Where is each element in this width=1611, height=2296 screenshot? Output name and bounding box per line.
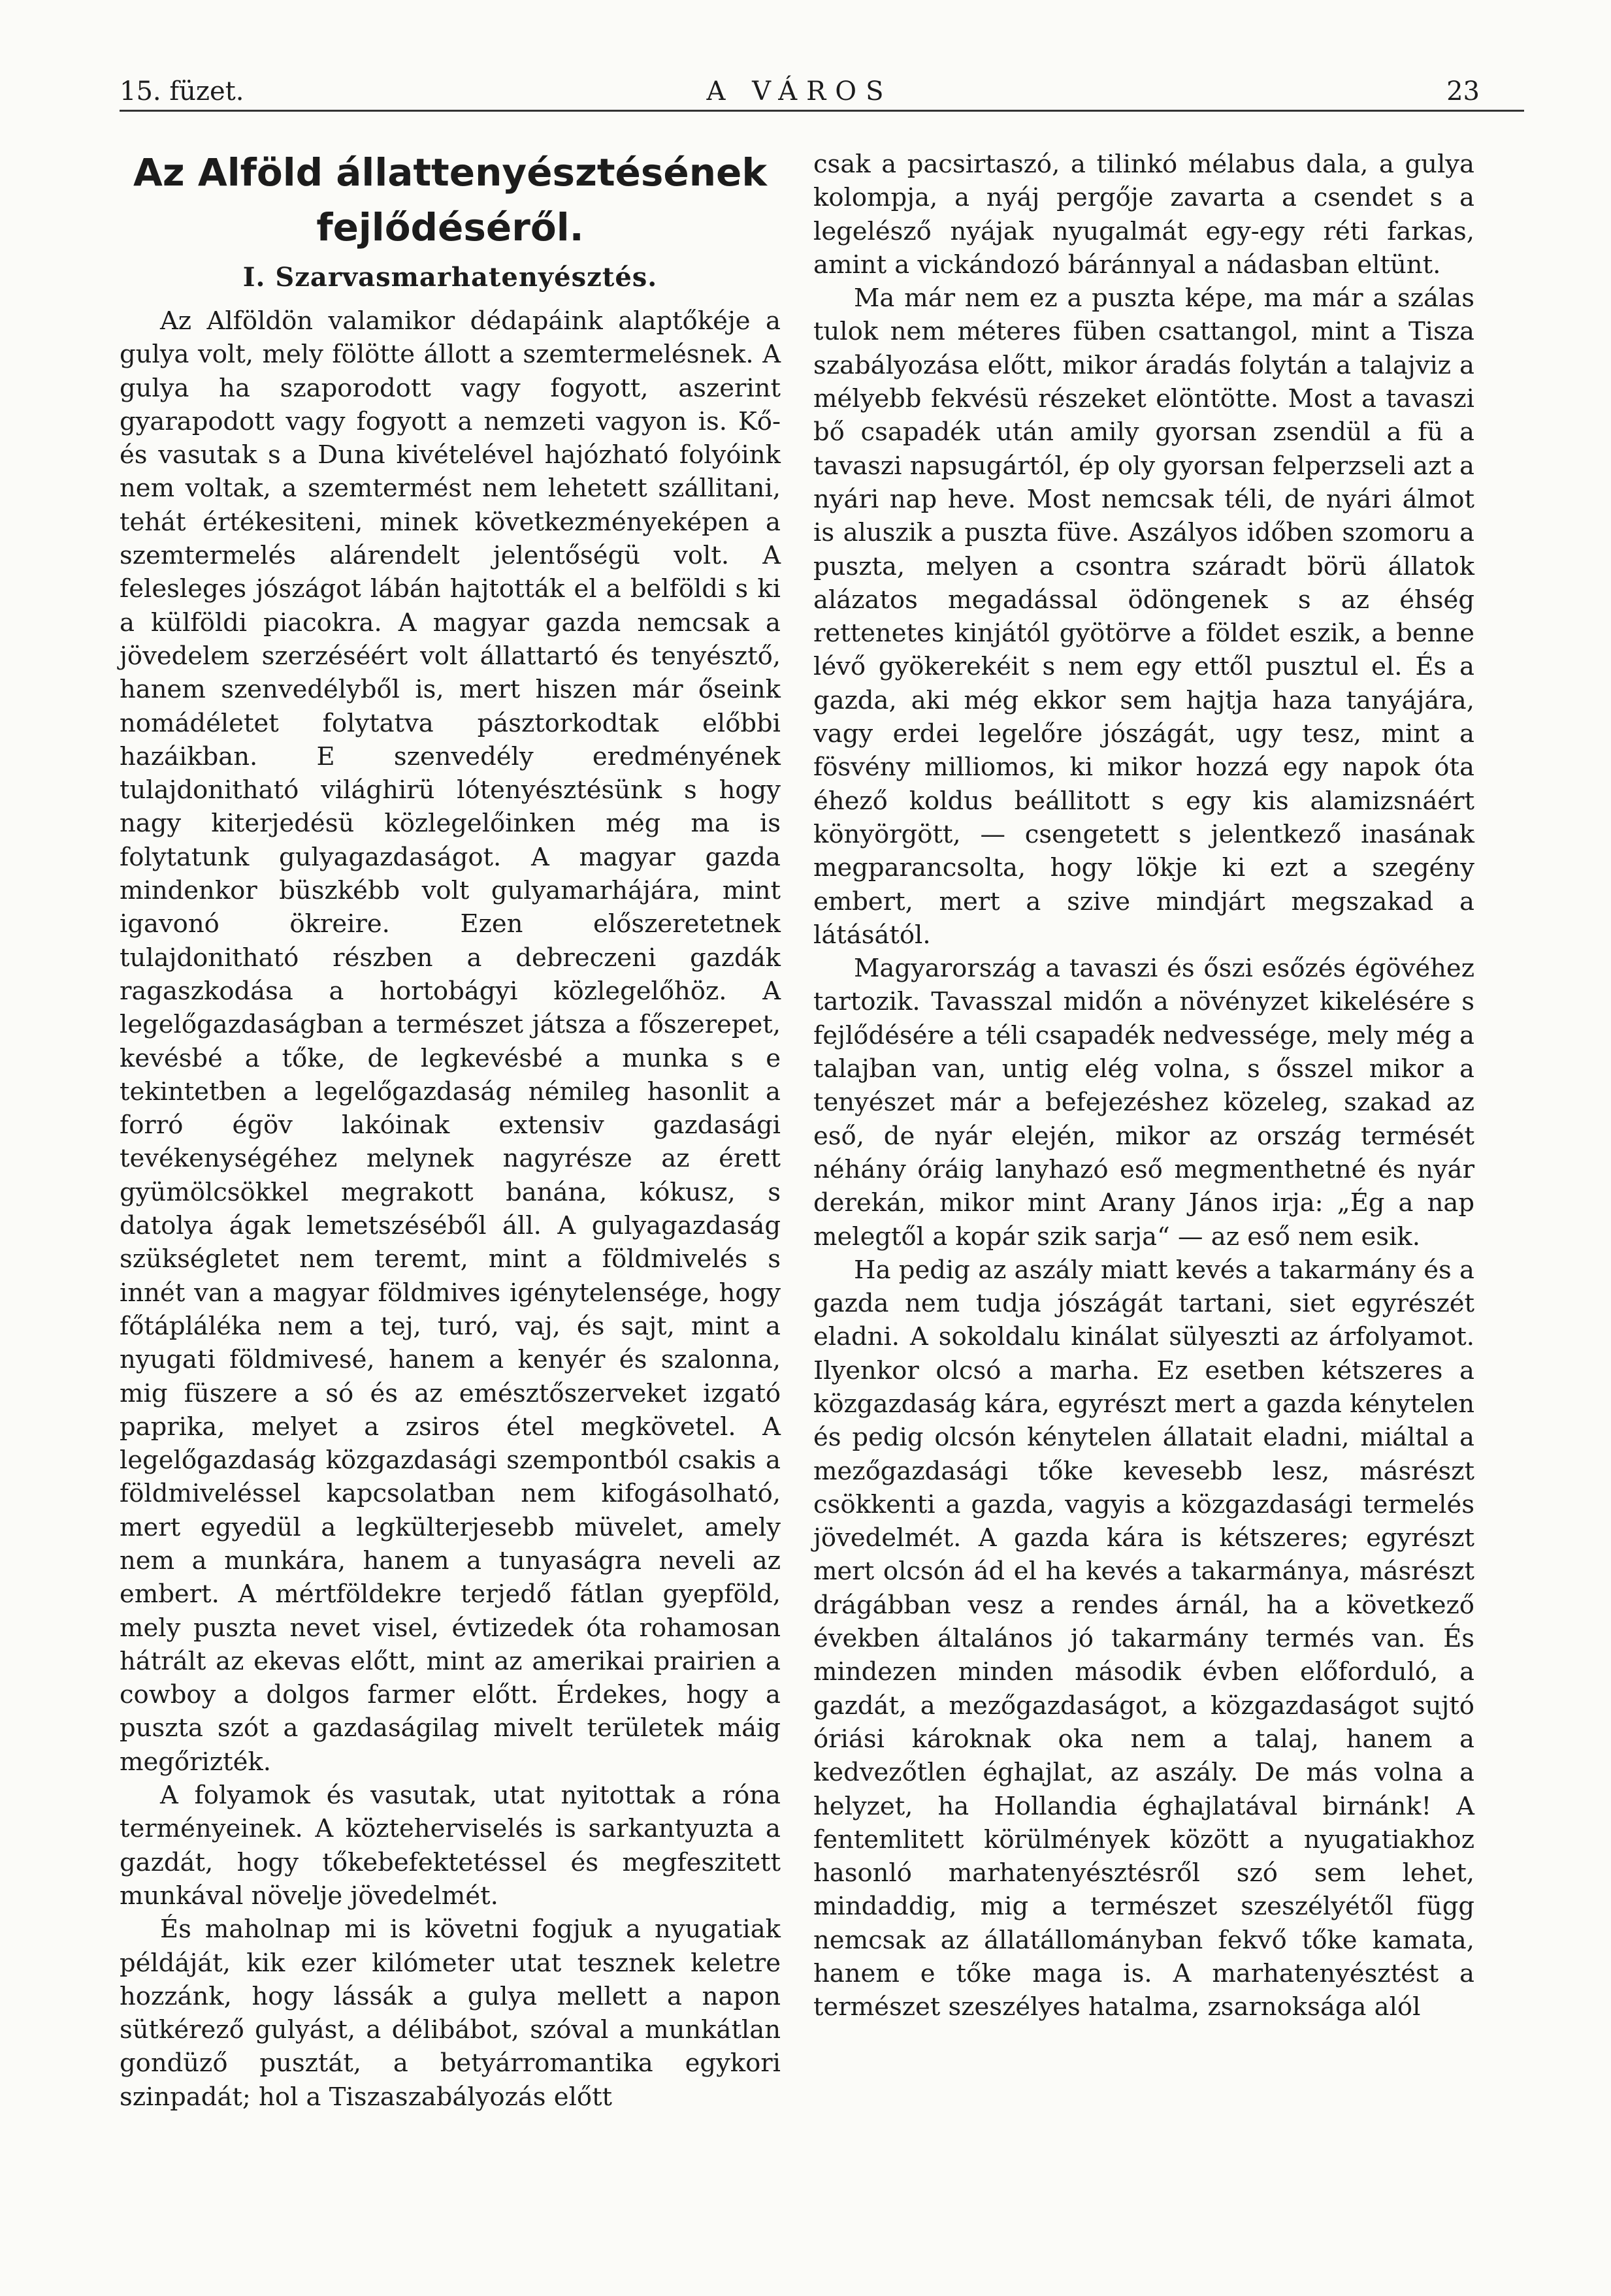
article-title-line-2: fejlődéséről. [316,205,584,250]
section-heading: I. Szarvasmarhatenyésztés. [242,262,658,293]
page-number: 23 [1446,76,1480,106]
paragraph: Ha pedig az aszály miatt kevés a takarmány és a gazda nem tudja jószágát tartani, siet egyrészét eladni. A sokoldalu kinálat sülyeszti az árfolyamot. Ilyenkor olcsó a marha. Ez esetben kétszeres a közgazdaság kára, egyrészt mert a gazda kénytelen és pedig olcsón kénytelen állatait eladni, miáltal a mezőgazdasági tőke kevesebb lesz, másrészt csökkenti a gazda, vagyis a közgazdasági termelés jövedelmét. A gazda kára is kétszeres; egyrészt mert olcsón ád el ha kevés a takarmánya, másrészt drágábban vesz a rendes árnál, ha a következő években általános jó takarmány termés van. És mindezen minden második évben előforduló, a gazdát, a mezőgazdaságot, a közgazdaságot sujtó óriási károknak oka nem a talaj, hanem a kedvezőtlen éghajlat, az aszály. De más volna a helyzet, ha Hollandia éghajlatával birnánk! A fentemlitett körülmények között a nyugatiakhoz hasonló marhatenyésztésről szó sem lehet, mindaddig, mig a természet szeszélyétől függ nemcsak az állatállományban fekvő tőke kamata, hanem e tőke maga is. A marhatenyésztést a természet szeszélyes hatalma, zsarnoksága alól [813,1255,1474,2022]
article-title-line-1: Az Alföld állattenyésztésének [133,150,767,195]
paragraph: Az Alföldön valamikor dédapáink alaptőkéje a gulya volt, mely fölötte állott a szemtermelésnek. A gulya ha szaporodott vagy fogyott, aszerint gyarapodott vagy fogyott a nemzeti vagyon is. Kő- és vasutak s a Duna kivételével hajózható folyóink nem voltak, a szemtermést nem lehetett szállitani, tehát értékesiteni, minek következményeképen a szemtermelés alárendelt jelentőségü volt. A felesleges jószágot lábán hajtották el a belföldi s ki a külföldi piacokra. A magyar gazda nemcsak a jövedelem szerzéséért volt állattartó és tenyésztő, hanem szenvedélyből is, mert hiszen már őseink nomádéletet folytatva pásztorkodtak előbbi hazáikban. E szenvedély eredményének tulajdonitható világhirü lótenyésztésünk s hogy nagy kiterjedésü közlegelőinken még ma is folytatunk gulyagazdaságot. A magyar gazda mindenkor büszkébb volt gulyamarhájára, mint igavonó ökreire. Ezen előszeretetnek tulajdonitható részben a debreczeni gazdák ragaszkodása a hortobágyi közlegelőhöz. A legelőgazdaságban a természet játsza a főszerepet, kevésbé a tőke, de legkevésbé a munka s e tekintetben a legelőgazdaság némileg hasonlit a forró égöv lakóinak extensiv gazdasági tevékenységéhez melynek nagyrésze az érett gyümölcsökkel megrakott banána, kókusz, s datolya ágak lemetszéséből áll. A gulyagazdaság szükségletet nem teremt, mint a földmivelés s innét van a magyar földmives igénytelensége, hogy főtápláléka nem a tej, turó, vaj, és sajt, mint a nyugati földmivesé, hanem a kenyér és szalonna, mig füszere a só és az emésztőszerveket izgató paprika, melyet a zsiros étel megkövetel. A legelőgazdaság közgazdasági szempontból csakis a földmiveléssel kapcsolatban nem kifogásolható, mert egyedül a legkülterjesebb müvelet, amely nem a munkára, hanem a tunyaságra neveli az embert. A mértföldekre terjedő fátlan gyepföld, mely puszta nevet visel, évtizedek óta rohamosan hátrált az ekevas előtt, mint az amerikai prairien a cowboy a dolgos farmer előtt. Érdekes, hogy a puszta szót a gazdaságilag mivelt területek máig megőrizték. [120,306,781,1777]
paragraph: Magyarország a tavaszi és őszi esőzés égövéhez tartozik. Tavasszal midőn a növényzet kikelésére s fejlődésére a téli csapadék nedvessége, mely még a talajban van, untig elég volna, s ősszel mikor a tenyészet már a befejezéshez közeleg, szakad az eső, de nyár elején, mikor az ország termését néhány óráig lanyhazó eső megmenthetné és nyár derekán, mikor mint Arany János irja: „Ég a nap melegtől a kopár szik sarja“ — az eső nem esik. [813,954,1474,1252]
paragraph: És maholnap mi is követni fogjuk a nyugatiak példáját, kik ezer kilómeter utat tesznek keletre hozzánk, hogy lássák a gulya mellett a napon sütkérező gulyást, a délibábot, szóval a munkátlan gondüző pusztát, a betyárromantika egykori szinpadát; hol a Tiszaszabályozás előtt [120,1915,781,2112]
header-rule [120,110,1524,112]
paragraph: A folyamok és vasutak, utat nyitottak a róna terményeinek. A közteherviselés is sarkantyuzta a gazdát, hogy tőkebefektetéssel és megfeszitett munkával növelje jövedelmét. [120,1781,781,1911]
paragraph: Ma már nem ez a puszta képe, ma már a szálas tulok nem méteres füben csattangol, mint a Tisza szabályozása előtt, mikor áradás folytán a talajviz a mélyebb fekvésü részeket elöntötte. Most a tavaszi bő csapadék után amily gyorsan zsendül a fü a tavaszi napsugártól, ép oly gyorsan felperzseli azt a nyári nap heve. Most nemcsak téli, de nyári álmot is aluszik a puszta füve. Aszályos időben szomoru a puszta, melyen a csontra száradt börü állatok alázatos megadással ödöngenek s az éhség rettenetes kinjától gyötörve a földet eszik, a benne lévő gyökerekéit s nem egy ettől pusztul el. És a gazda, aki még ekkor sem hajtja haza tanyájára, vagy erdei legelőre jószágát, ugy tesz, mint a fösvény milliomos, ki mikor hozzá egy napok óta éhező koldus beállitott s egy kis alamizsnáért könyörgött, — csengetett s jelentkező inasának megparancsolta, hogy lökje ki ezt a szegény embert, mert a szive mindjárt megszakad a látásától. [813,283,1474,950]
left-column [120,145,781,2114]
page-header [120,72,1480,111]
issue-number: 15. füzet. [120,76,244,106]
right-column [813,148,1474,2024]
journal-title: A VÁROS [706,76,893,106]
article-title [120,145,781,255]
paragraph: csak a pacsirtaszó, a tilinkó mélabus dala, a gulya kolompja, a nyáj pergője zavarta a csendet s a legelésző nyájak nyugalmát egy-egy réti farkas, amint a vickándozó báránnyal a nádasban eltünt. [813,150,1474,280]
